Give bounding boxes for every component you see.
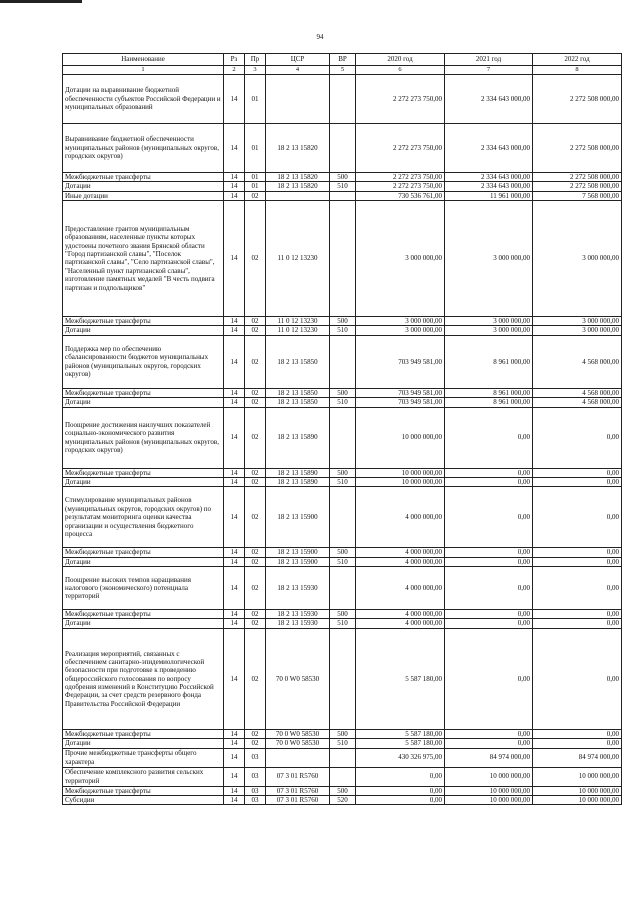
cell-rz: 14 bbox=[224, 191, 245, 200]
cell-2022: 0,00 bbox=[533, 548, 622, 557]
col-index: 4 bbox=[266, 66, 330, 75]
cell-rz: 14 bbox=[224, 729, 245, 738]
cell-pr: 01 bbox=[245, 172, 266, 181]
cell-rz: 14 bbox=[224, 123, 245, 172]
cell-csr: 18 2 13 15890 bbox=[266, 468, 330, 477]
cell-2020: 703 949 581,00 bbox=[356, 335, 445, 388]
cell-2022: 0,00 bbox=[533, 487, 622, 548]
col-header-2022: 2022 год bbox=[533, 54, 622, 66]
cell-2021: 0,00 bbox=[445, 739, 533, 748]
cell-rz: 14 bbox=[224, 487, 245, 548]
cell-vr: 500 bbox=[330, 172, 356, 181]
cell-csr: 07 3 01 R5760 bbox=[266, 786, 330, 795]
cell-name: Межбюджетные трансферты bbox=[63, 388, 224, 397]
table-row bbox=[63, 786, 622, 795]
cell-vr bbox=[330, 487, 356, 548]
cell-2021: 3 000 000,00 bbox=[445, 326, 533, 335]
column-index-row bbox=[63, 66, 622, 75]
table-row bbox=[63, 557, 622, 566]
cell-vr bbox=[330, 74, 356, 123]
cell-2020: 703 949 581,00 bbox=[356, 388, 445, 397]
cell-name: Межбюджетные трансферты bbox=[63, 468, 224, 477]
cell-2022: 0,00 bbox=[533, 628, 622, 729]
cell-2022: 0,00 bbox=[533, 468, 622, 477]
col-index: 5 bbox=[330, 66, 356, 75]
table-row bbox=[63, 398, 622, 407]
cell-2021: 2 334 643 000,00 bbox=[445, 74, 533, 123]
cell-pr: 02 bbox=[245, 548, 266, 557]
page-number: 94 bbox=[316, 33, 324, 41]
cell-pr: 02 bbox=[245, 316, 266, 325]
cell-2022: 10 000 000,00 bbox=[533, 786, 622, 795]
table-row bbox=[63, 487, 622, 548]
cell-rz: 14 bbox=[224, 407, 245, 468]
cell-pr: 02 bbox=[245, 468, 266, 477]
cell-2021: 2 334 643 000,00 bbox=[445, 123, 533, 172]
cell-2020: 4 000 000,00 bbox=[356, 619, 445, 628]
cell-name: Дотации bbox=[63, 619, 224, 628]
cell-vr: 510 bbox=[330, 739, 356, 748]
cell-csr: 18 2 13 15930 bbox=[266, 610, 330, 619]
cell-2021: 8 961 000,00 bbox=[445, 335, 533, 388]
cell-2021: 8 961 000,00 bbox=[445, 388, 533, 397]
budget-table bbox=[62, 53, 622, 805]
cell-2021: 0,00 bbox=[445, 628, 533, 729]
cell-name: Межбюджетные трансферты bbox=[63, 610, 224, 619]
cell-pr: 02 bbox=[245, 628, 266, 729]
cell-vr: 520 bbox=[330, 796, 356, 805]
header-row bbox=[63, 54, 622, 66]
cell-2020: 0,00 bbox=[356, 786, 445, 795]
cell-2021: 8 961 000,00 bbox=[445, 398, 533, 407]
cell-csr: 70 0 W0 58530 bbox=[266, 628, 330, 729]
cell-2021: 3 000 000,00 bbox=[445, 200, 533, 316]
cell-2022: 2 272 508 000,00 bbox=[533, 172, 622, 181]
cell-2020: 4 000 000,00 bbox=[356, 557, 445, 566]
cell-2020: 10 000 000,00 bbox=[356, 477, 445, 486]
col-index: 3 bbox=[245, 66, 266, 75]
cell-vr: 510 bbox=[330, 398, 356, 407]
cell-pr: 02 bbox=[245, 729, 266, 738]
cell-name: Дотации bbox=[63, 182, 224, 191]
table-row bbox=[63, 567, 622, 610]
cell-vr bbox=[330, 407, 356, 468]
cell-2022: 0,00 bbox=[533, 610, 622, 619]
cell-name: Дотации на выравнивание бюджетной обеспеченности субъектов Российской Федерации и муниципальных образований bbox=[63, 74, 224, 123]
table-row bbox=[63, 191, 622, 200]
cell-pr: 02 bbox=[245, 739, 266, 748]
table-row bbox=[63, 200, 622, 316]
cell-vr: 510 bbox=[330, 619, 356, 628]
cell-pr: 02 bbox=[245, 388, 266, 397]
cell-csr: 07 3 01 R5760 bbox=[266, 796, 330, 805]
cell-pr: 02 bbox=[245, 610, 266, 619]
cell-pr: 02 bbox=[245, 619, 266, 628]
cell-vr bbox=[330, 567, 356, 610]
cell-2020: 0,00 bbox=[356, 767, 445, 786]
cell-2021: 0,00 bbox=[445, 557, 533, 566]
cell-vr bbox=[330, 123, 356, 172]
cell-csr: 18 2 13 15890 bbox=[266, 477, 330, 486]
cell-vr: 500 bbox=[330, 388, 356, 397]
cell-pr: 02 bbox=[245, 407, 266, 468]
cell-csr: 11 0 12 13230 bbox=[266, 200, 330, 316]
cell-2021: 10 000 000,00 bbox=[445, 767, 533, 786]
table-row bbox=[63, 619, 622, 628]
cell-2020: 4 000 000,00 bbox=[356, 610, 445, 619]
cell-2020: 4 000 000,00 bbox=[356, 487, 445, 548]
cell-2021: 0,00 bbox=[445, 567, 533, 610]
cell-vr: 500 bbox=[330, 729, 356, 738]
cell-2022: 10 000 000,00 bbox=[533, 796, 622, 805]
cell-name: Стимулирование муниципальных районов (муниципальных округов, городских округов) по результатам мониторинга оценки качества организации и осуществления бюджетного процесса bbox=[63, 487, 224, 548]
cell-2022: 0,00 bbox=[533, 729, 622, 738]
cell-csr: 07 3 01 R5760 bbox=[266, 767, 330, 786]
cell-2020: 3 000 000,00 bbox=[356, 316, 445, 325]
cell-name: Выравнивание бюджетной обеспеченности муниципальных районов (муниципальных округов, городских округов) bbox=[63, 123, 224, 172]
cell-2020: 5 587 180,00 bbox=[356, 739, 445, 748]
cell-rz: 14 bbox=[224, 610, 245, 619]
cell-2022: 3 000 000,00 bbox=[533, 316, 622, 325]
cell-pr: 02 bbox=[245, 398, 266, 407]
table-row bbox=[63, 610, 622, 619]
cell-2021: 3 000 000,00 bbox=[445, 316, 533, 325]
col-index: 7 bbox=[445, 66, 533, 75]
cell-pr: 02 bbox=[245, 200, 266, 316]
table-row bbox=[63, 548, 622, 557]
cell-2020: 4 000 000,00 bbox=[356, 567, 445, 610]
cell-csr: 18 2 13 15900 bbox=[266, 557, 330, 566]
cell-name: Межбюджетные трансферты bbox=[63, 729, 224, 738]
cell-rz: 14 bbox=[224, 316, 245, 325]
cell-2022: 0,00 bbox=[533, 567, 622, 610]
cell-2021: 2 334 643 000,00 bbox=[445, 182, 533, 191]
table-row bbox=[63, 739, 622, 748]
cell-rz: 14 bbox=[224, 182, 245, 191]
cell-pr: 01 bbox=[245, 123, 266, 172]
cell-rz: 14 bbox=[224, 398, 245, 407]
table-row bbox=[63, 628, 622, 729]
top-rule bbox=[0, 0, 82, 3]
table-row bbox=[63, 477, 622, 486]
cell-2022: 7 568 000,00 bbox=[533, 191, 622, 200]
table-row bbox=[63, 407, 622, 468]
cell-vr: 500 bbox=[330, 548, 356, 557]
table-row bbox=[63, 468, 622, 477]
table-row bbox=[63, 748, 622, 767]
table-row bbox=[63, 796, 622, 805]
cell-2022: 2 272 508 000,00 bbox=[533, 123, 622, 172]
cell-2020: 3 000 000,00 bbox=[356, 200, 445, 316]
cell-csr: 18 2 13 15930 bbox=[266, 567, 330, 610]
cell-csr: 70 0 W0 58530 bbox=[266, 739, 330, 748]
cell-name: Поощрение высоких темпов наращивания налогового (экономического) потенциала территорий bbox=[63, 567, 224, 610]
cell-vr bbox=[330, 628, 356, 729]
cell-name: Дотации bbox=[63, 477, 224, 486]
cell-2020: 5 587 180,00 bbox=[356, 729, 445, 738]
cell-2021: 10 000 000,00 bbox=[445, 786, 533, 795]
cell-pr: 02 bbox=[245, 567, 266, 610]
cell-name: Обеспечение комплексного развития сельских территорий bbox=[63, 767, 224, 786]
cell-2022: 2 272 508 000,00 bbox=[533, 74, 622, 123]
cell-2021: 0,00 bbox=[445, 610, 533, 619]
cell-2020: 2 272 273 750,00 bbox=[356, 123, 445, 172]
cell-csr: 18 2 13 15900 bbox=[266, 548, 330, 557]
cell-vr: 510 bbox=[330, 182, 356, 191]
cell-rz: 14 bbox=[224, 767, 245, 786]
cell-csr: 18 2 13 15900 bbox=[266, 487, 330, 548]
cell-2020: 4 000 000,00 bbox=[356, 548, 445, 557]
cell-2021: 0,00 bbox=[445, 487, 533, 548]
cell-pr: 01 bbox=[245, 182, 266, 191]
cell-2020: 703 949 581,00 bbox=[356, 398, 445, 407]
table-row bbox=[63, 729, 622, 738]
cell-2022: 84 974 000,00 bbox=[533, 748, 622, 767]
cell-vr bbox=[330, 767, 356, 786]
cell-rz: 14 bbox=[224, 628, 245, 729]
cell-2022: 0,00 bbox=[533, 477, 622, 486]
cell-2021: 0,00 bbox=[445, 619, 533, 628]
col-header-csr: ЦСР bbox=[266, 54, 330, 66]
cell-csr: 18 2 13 15820 bbox=[266, 123, 330, 172]
cell-name: Дотации bbox=[63, 557, 224, 566]
cell-csr bbox=[266, 74, 330, 123]
cell-2021: 0,00 bbox=[445, 477, 533, 486]
cell-pr: 02 bbox=[245, 191, 266, 200]
cell-2022: 0,00 bbox=[533, 557, 622, 566]
table-row bbox=[63, 767, 622, 786]
cell-vr bbox=[330, 200, 356, 316]
cell-2020: 3 000 000,00 bbox=[356, 326, 445, 335]
cell-csr: 18 2 13 15850 bbox=[266, 398, 330, 407]
cell-csr bbox=[266, 191, 330, 200]
cell-name: Межбюджетные трансферты bbox=[63, 172, 224, 181]
cell-vr: 500 bbox=[330, 786, 356, 795]
cell-pr: 01 bbox=[245, 74, 266, 123]
cell-2021: 2 334 643 000,00 bbox=[445, 172, 533, 181]
cell-2021: 0,00 bbox=[445, 548, 533, 557]
table-row bbox=[63, 326, 622, 335]
cell-name: Дотации bbox=[63, 739, 224, 748]
table-row bbox=[63, 335, 622, 388]
cell-pr: 03 bbox=[245, 748, 266, 767]
cell-name: Дотации bbox=[63, 398, 224, 407]
cell-rz: 14 bbox=[224, 468, 245, 477]
cell-vr: 500 bbox=[330, 468, 356, 477]
cell-vr: 510 bbox=[330, 477, 356, 486]
cell-2022: 0,00 bbox=[533, 619, 622, 628]
cell-2020: 0,00 bbox=[356, 796, 445, 805]
cell-name: Предоставление грантов муниципальным образованиям, населенные пункты которых удостоены почетного звания Брянской области "Город партизанской славы", "Поселок партизанской славы", "Село партизанской славы", "Населенный пункт партизанской славы", изготовление памятных медалей "В честь подвига партизан и подпольщиков" bbox=[63, 200, 224, 316]
cell-2020: 2 272 273 750,00 bbox=[356, 182, 445, 191]
cell-rz: 14 bbox=[224, 748, 245, 767]
col-index: 8 bbox=[533, 66, 622, 75]
cell-pr: 02 bbox=[245, 326, 266, 335]
col-header-2021: 2021 год bbox=[445, 54, 533, 66]
col-header-pr: Пр bbox=[245, 54, 266, 66]
cell-2020: 10 000 000,00 bbox=[356, 407, 445, 468]
cell-2022: 2 272 508 000,00 bbox=[533, 182, 622, 191]
cell-2020: 2 272 273 750,00 bbox=[356, 74, 445, 123]
cell-vr: 510 bbox=[330, 557, 356, 566]
cell-2020: 5 587 180,00 bbox=[356, 628, 445, 729]
col-index: 6 bbox=[356, 66, 445, 75]
cell-vr: 500 bbox=[330, 610, 356, 619]
cell-pr: 02 bbox=[245, 477, 266, 486]
cell-2022: 10 000 000,00 bbox=[533, 767, 622, 786]
cell-name: Межбюджетные трансферты bbox=[63, 316, 224, 325]
cell-2022: 0,00 bbox=[533, 407, 622, 468]
cell-2020: 430 326 975,00 bbox=[356, 748, 445, 767]
cell-csr: 11 0 12 13230 bbox=[266, 326, 330, 335]
cell-2020: 730 536 761,00 bbox=[356, 191, 445, 200]
cell-pr: 02 bbox=[245, 335, 266, 388]
cell-rz: 14 bbox=[224, 739, 245, 748]
cell-csr: 18 2 13 15820 bbox=[266, 172, 330, 181]
table-row bbox=[63, 123, 622, 172]
cell-vr: 510 bbox=[330, 326, 356, 335]
cell-csr: 18 2 13 15850 bbox=[266, 388, 330, 397]
cell-rz: 14 bbox=[224, 326, 245, 335]
cell-2022: 4 568 000,00 bbox=[533, 388, 622, 397]
table-row bbox=[63, 74, 622, 123]
table-row bbox=[63, 388, 622, 397]
table-row bbox=[63, 172, 622, 181]
col-index: 1 bbox=[63, 66, 224, 75]
cell-name: Реализация мероприятий, связанных с обеспечением санитарно-эпидемиологической безопасности при подготовке к проведению общероссийского голосования по вопросу одобрения изменений в Конституцию Российской Федерации, за счет средств резервного фонда Правительства Российской Федерации bbox=[63, 628, 224, 729]
cell-2022: 4 568 000,00 bbox=[533, 398, 622, 407]
cell-name: Субсидии bbox=[63, 796, 224, 805]
col-header-name: Наименование bbox=[63, 54, 224, 66]
cell-vr bbox=[330, 191, 356, 200]
col-header-2020: 2020 год bbox=[356, 54, 445, 66]
table-row bbox=[63, 316, 622, 325]
cell-csr: 11 0 12 13230 bbox=[266, 316, 330, 325]
cell-name: Поощрение достижения наилучших показателей социально-экономического развития муниципальных районов (муниципальных округов, городских округов) bbox=[63, 407, 224, 468]
cell-csr: 18 2 13 15820 bbox=[266, 182, 330, 191]
cell-2022: 3 000 000,00 bbox=[533, 200, 622, 316]
cell-name: Дотации bbox=[63, 326, 224, 335]
cell-name: Прочие межбюджетные трансферты общего характера bbox=[63, 748, 224, 767]
col-index: 2 bbox=[224, 66, 245, 75]
cell-pr: 03 bbox=[245, 796, 266, 805]
cell-pr: 02 bbox=[245, 557, 266, 566]
cell-2021: 0,00 bbox=[445, 407, 533, 468]
cell-2021: 11 961 000,00 bbox=[445, 191, 533, 200]
cell-vr bbox=[330, 748, 356, 767]
cell-2022: 4 568 000,00 bbox=[533, 335, 622, 388]
cell-2021: 0,00 bbox=[445, 729, 533, 738]
cell-2021: 10 000 000,00 bbox=[445, 796, 533, 805]
cell-2021: 84 974 000,00 bbox=[445, 748, 533, 767]
cell-rz: 14 bbox=[224, 796, 245, 805]
cell-csr: 70 0 W0 58530 bbox=[266, 729, 330, 738]
cell-2021: 0,00 bbox=[445, 468, 533, 477]
cell-pr: 02 bbox=[245, 487, 266, 548]
cell-rz: 14 bbox=[224, 74, 245, 123]
table-row bbox=[63, 182, 622, 191]
cell-vr: 500 bbox=[330, 316, 356, 325]
cell-pr: 03 bbox=[245, 786, 266, 795]
cell-2022: 3 000 000,00 bbox=[533, 326, 622, 335]
cell-2020: 2 272 273 750,00 bbox=[356, 172, 445, 181]
cell-rz: 14 bbox=[224, 172, 245, 181]
cell-csr: 18 2 13 15930 bbox=[266, 619, 330, 628]
cell-rz: 14 bbox=[224, 786, 245, 795]
col-header-rz: Рз bbox=[224, 54, 245, 66]
cell-name: Иные дотации bbox=[63, 191, 224, 200]
cell-rz: 14 bbox=[224, 567, 245, 610]
cell-rz: 14 bbox=[224, 557, 245, 566]
cell-rz: 14 bbox=[224, 200, 245, 316]
cell-rz: 14 bbox=[224, 335, 245, 388]
cell-rz: 14 bbox=[224, 619, 245, 628]
cell-name: Поддержка мер по обеспечению сбалансированности бюджетов муниципальных районов (муниципальных округов, городских округов) bbox=[63, 335, 224, 388]
cell-2020: 10 000 000,00 bbox=[356, 468, 445, 477]
cell-rz: 14 bbox=[224, 548, 245, 557]
cell-vr bbox=[330, 335, 356, 388]
cell-rz: 14 bbox=[224, 477, 245, 486]
cell-name: Межбюджетные трансферты bbox=[63, 548, 224, 557]
cell-csr: 18 2 13 15850 bbox=[266, 335, 330, 388]
cell-pr: 03 bbox=[245, 767, 266, 786]
cell-csr: 18 2 13 15890 bbox=[266, 407, 330, 468]
col-header-vr: ВР bbox=[330, 54, 356, 66]
cell-name: Межбюджетные трансферты bbox=[63, 786, 224, 795]
cell-csr bbox=[266, 748, 330, 767]
cell-2022: 0,00 bbox=[533, 739, 622, 748]
cell-rz: 14 bbox=[224, 388, 245, 397]
